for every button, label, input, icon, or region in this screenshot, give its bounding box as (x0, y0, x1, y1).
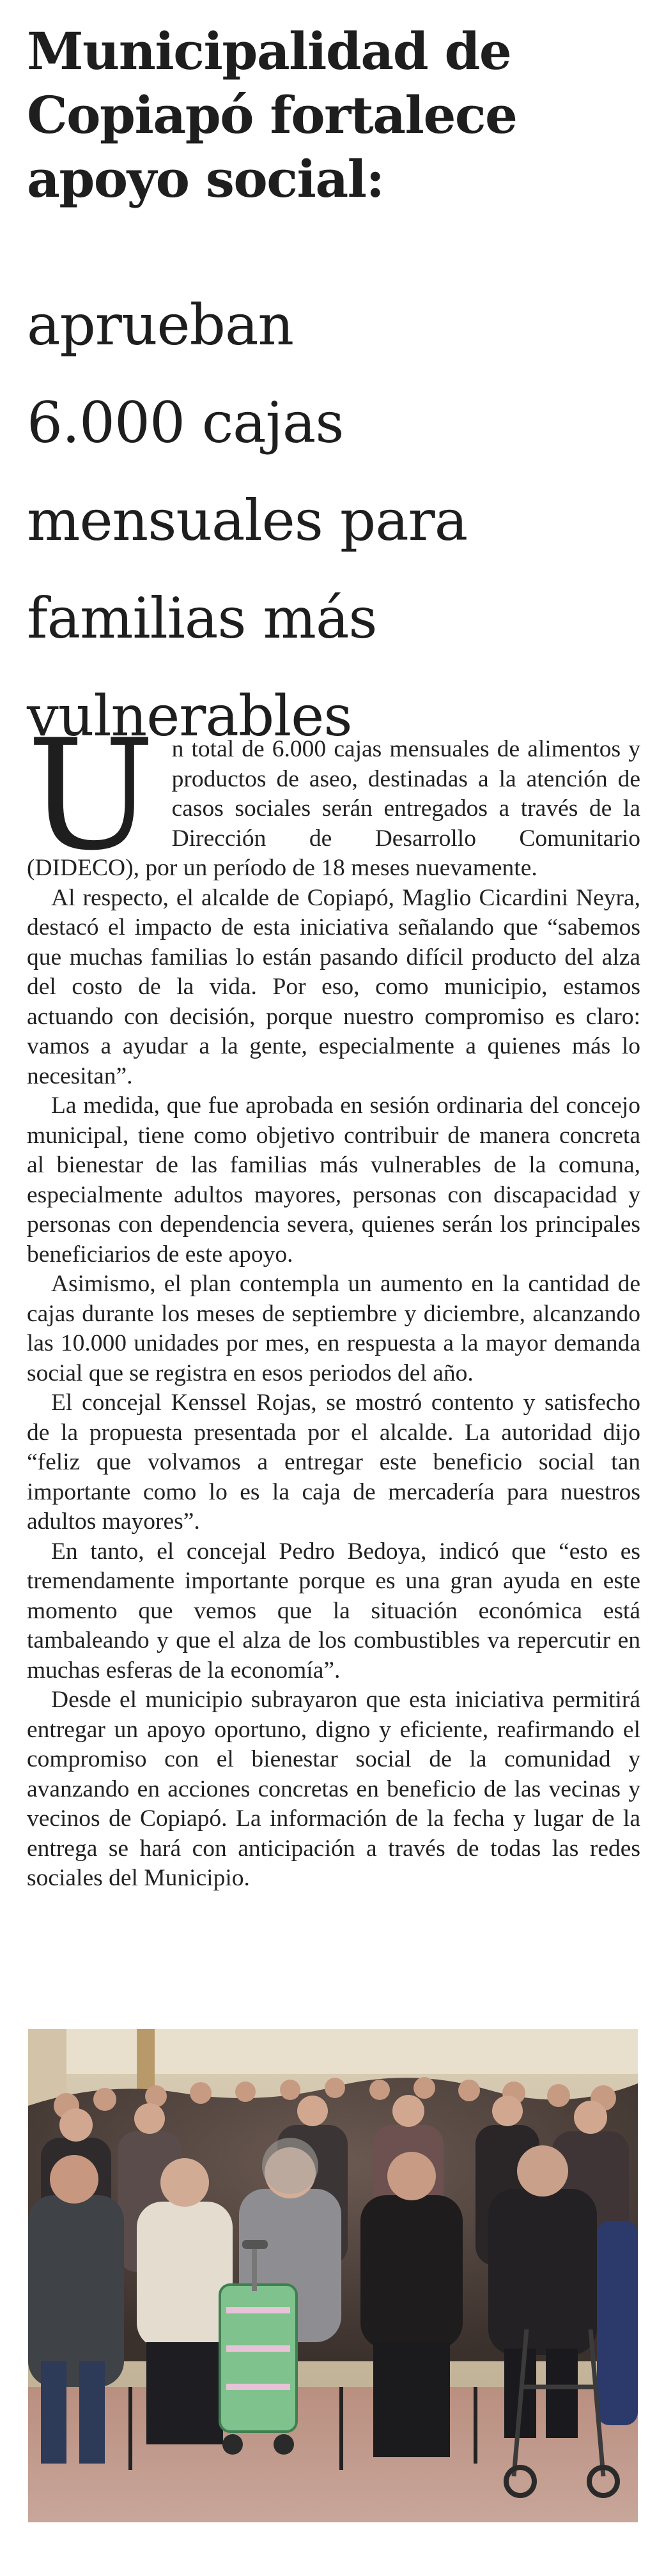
article-paragraph: En tanto, el concejal Pedro Bedoya, indicó que “esto es tremendamente importante porque es una gran ayuda en este momento que vemos que la situación económica está tambaleando y que el alza de los combustibles va repercutir en muchas esferas de la economía”. (27, 1538, 640, 1683)
subheadline-line: aprueban (27, 292, 294, 358)
article-paragraph: El concejal Kenssel Rojas, se mostró contento y satisfecho de la propuesta presentada por el alcalde. La autoridad dijo “feliz que volvamos a entregar este beneficio social tan importante como lo es la caja de mercadería para nuestros adultos mayores”. (27, 1390, 640, 1535)
subheadline-line: vulnerables (27, 683, 352, 749)
subheadline-line: mensuales para (27, 487, 468, 553)
subheadline-line: 6.000 cajas (27, 390, 344, 456)
drop-cap: U (27, 707, 155, 884)
article-photo (28, 2029, 638, 2522)
article-body (27, 707, 640, 1894)
headline (27, 19, 634, 211)
article-paragraph: Al respecto, el alcalde de Copiapó, Maglio Cicardini Neyra, destacó el impacto de esta iniciativa señalando que “sabemos que muchas familias lo están pasando difícil producto del alza del costo de la vida. Por eso, como municipio, estamos actuando con decisión, porque nuestro compromiso es claro: vamos a ayudar a la gente, especialmente a quienes más lo necesitan”. (27, 884, 640, 1089)
subheadline (27, 276, 634, 765)
headline-line: Municipalidad de (27, 21, 511, 81)
headline-line: Copiapó fortalece (27, 85, 517, 145)
paragraph-text: n total de 6.000 cajas mensuales de alimentos y productos de aseo, destinadas a la atención de casos sociales serán entregados a través de la Dirección de Desarrollo Comunitario (DIDECO), por un período de 18 meses nuevamente. (27, 736, 640, 881)
article-paragraph: La medida, que fue aprobada en sesión ordinaria del concejo municipal, tiene como objetivo contribuir de manera concreta al bienestar de las familias más vulnerables de la comuna, especialmente adultos mayores, personas con discapacidad y personas con dependencia severa, quienes serán los principales beneficiarios de este apoyo. (27, 1092, 640, 1268)
article-paragraph: Asimismo, el plan contempla un aumento en la cantidad de cajas durante los meses de septiembre y diciembre, alcanzando las 10.000 unidades por mes, en respuesta a la mayor demanda social que se registra en esos periodos del año. (27, 1271, 640, 1386)
subheadline-line: familias más (27, 585, 377, 651)
headline-line: apoyo social: (27, 149, 384, 209)
article-paragraph: Desde el municipio subrayaron que esta iniciativa permitirá entregar un apoyo oportuno, digno y eficiente, reafirmando el compromiso con el bienestar social de la comunidad y avanzando en acciones concretas en beneficio de las vecinas y vecinos de Copiapó. La información de la fecha y lugar de la entrega se hará con anticipación a través de todas las redes sociales del Municipio. (27, 1687, 640, 1891)
